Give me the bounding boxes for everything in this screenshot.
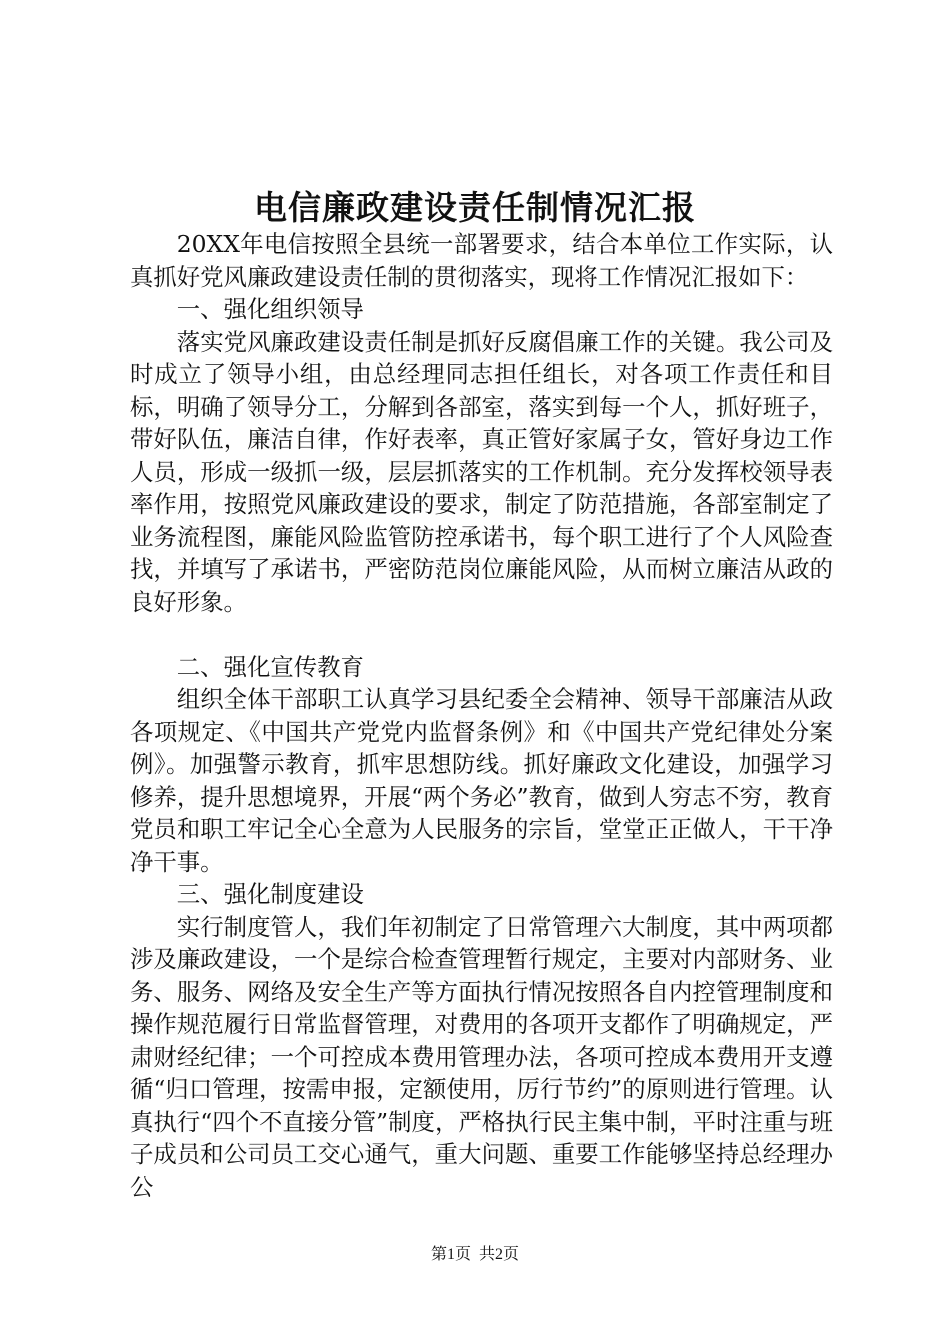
document-title: 电信廉政建设责任制情况汇报 [254, 188, 696, 227]
section-heading-1: 一、强化组织领导 [176, 295, 364, 323]
intro-paragraph: 20XX年电信按照全县统一部署要求，结合本单位工作实际，认真抓好党风廉政建设责任制的贯彻落实，现将工作情况汇报如下： [130, 230, 833, 291]
page-footer [0, 1244, 950, 1266]
document-body [130, 228, 833, 1203]
page-number: 第1页 [430, 1246, 471, 1263]
section-heading-3: 三、强化制度建设 [176, 880, 364, 908]
page-total: 共2页 [479, 1246, 520, 1263]
section-1-paragraph: 落实党风廉政建设责任制是抓好反腐倡廉工作的关键。我公司及时成立了领导小组，由总经理同志担任组长，对各项工作责任和目标，明确了领导分工，分解到各部室，落实到每一个人，抓好班子，带好队伍，廉洁自律，作好表率，真正管好家属子女，管好身边工作人员，形成一级抓一级，层层抓落实的工作机制。充分发挥校领导表率作用，按照党风廉政建设的要求，制定了防范措施，各部室制定了业务流程图，廉能风险监管防控承诺书，每个职工进行了个人风险查找，并填写了承诺书，严密防范岗位廉能风险，从而树立廉洁从政的良好形象。 [130, 327, 833, 616]
section-3-paragraph: 实行制度管人，我们年初制定了日常管理六大制度，其中两项都涉及廉政建设，一个是综合检查管理暂行规定，主要对内部财务、业务、服务、网络及安全生产等方面执行情况按照各自内控管理制度和操作规范履行日常监督管理，对费用的各项开支都作了明确规定，严肃财经纪律；一个可控成本费用管理办法，各项可控成本费用开支遵循“归口管理，按需申报，定额使用，厉行节约”的原则进行管理。认真执行“四个不直接分管”制度，严格执行民主集中制，平时注重与班子成员和公司员工交心通气，重大问题、重要工作能够坚持总经理办公 [130, 912, 833, 1201]
paragraph-spacer [130, 618, 833, 651]
section-2-paragraph: 组织全体干部职工认真学习县纪委全会精神、领导干部廉洁从政各项规定、《中国共产党党内监督条例》和《中国共产党纪律处分案例》。加强警示教育，抓牢思想防线。抓好廉政文化建设，加强学习修养，提升思想境界，开展“两个务必”教育，做到人穷志不穷，教育党员和职工牢记全心全意为人民服务的宗旨，堂堂正正做人，干干净净干事。 [130, 685, 833, 876]
section-heading-2: 二、强化宣传教育 [176, 652, 364, 681]
